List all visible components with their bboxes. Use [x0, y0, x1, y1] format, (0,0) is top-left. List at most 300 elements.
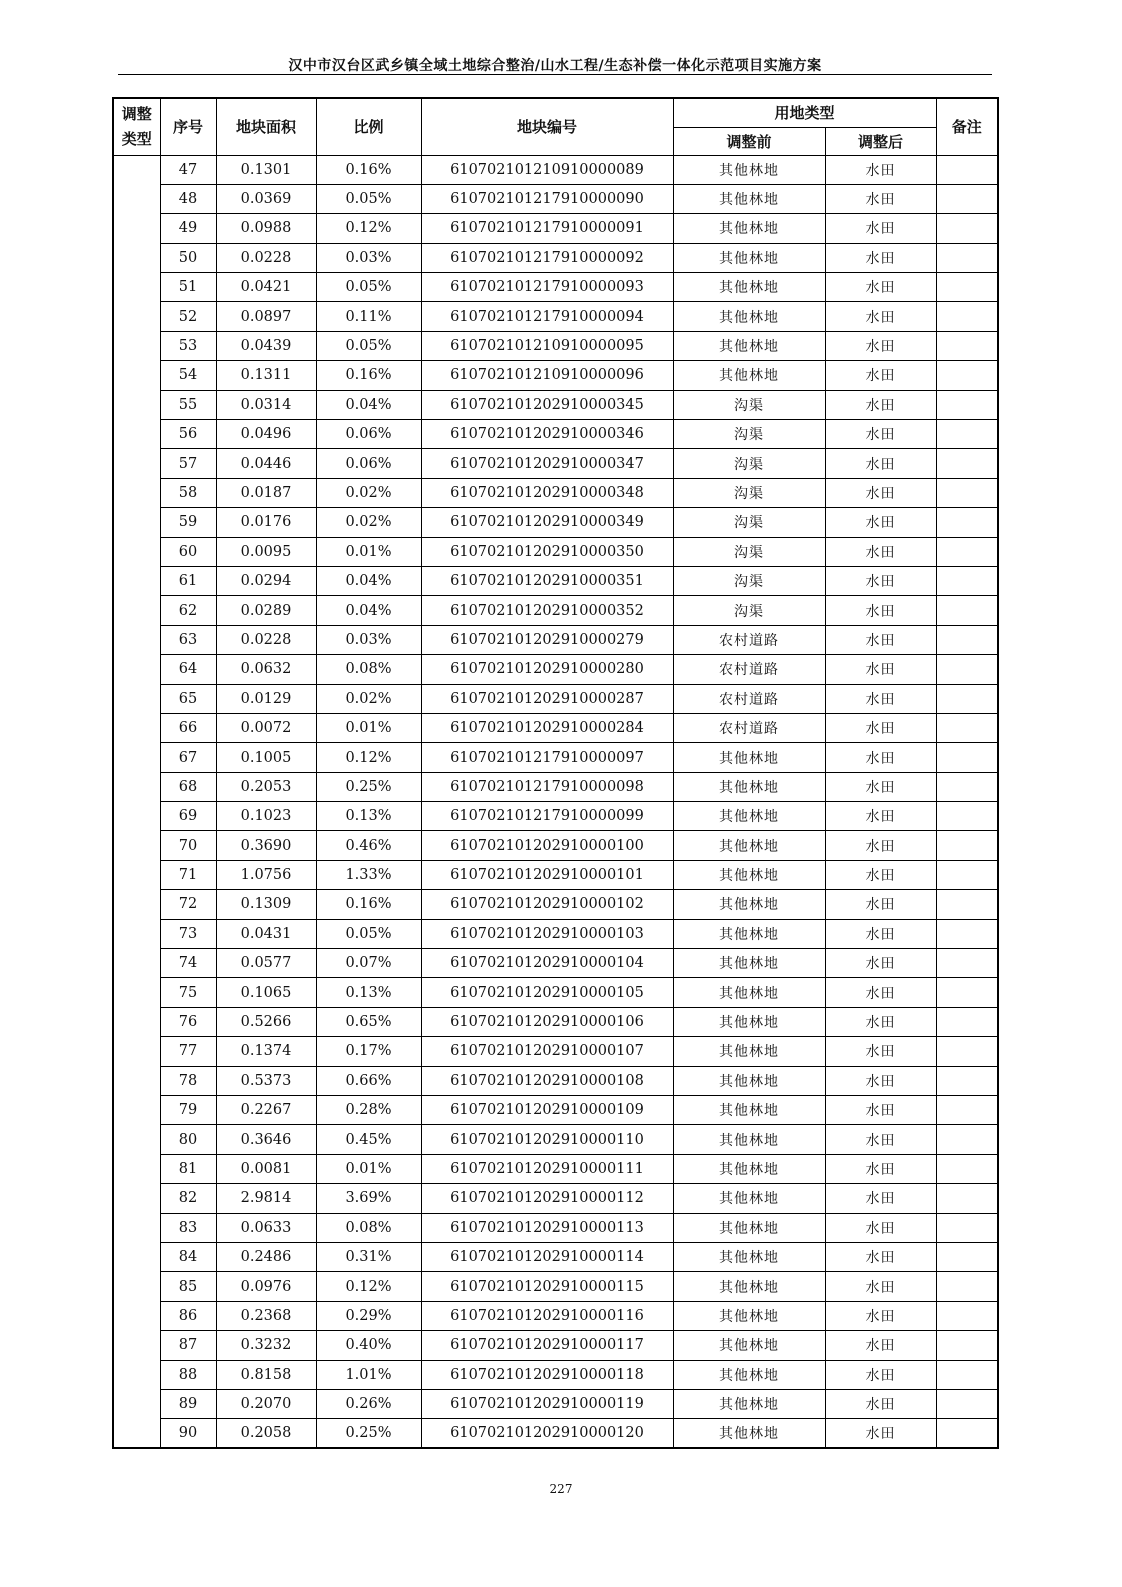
table-row	[113, 331, 998, 360]
table-row	[113, 1154, 998, 1183]
cell-remark	[936, 478, 998, 507]
cell-parcel-id: 610702101202910000100	[421, 831, 673, 860]
col-header-after: 调整后	[825, 127, 936, 155]
table-row	[113, 684, 998, 713]
table-row	[113, 919, 998, 948]
cell-land-use-before: 其他林地	[673, 273, 825, 302]
cell-remark	[936, 420, 998, 449]
cell-parcel-id: 610702101217910000097	[421, 743, 673, 772]
table-row	[113, 566, 998, 595]
cell-land-use-before: 农村道路	[673, 655, 825, 684]
cell-parcel-id: 610702101202910000102	[421, 890, 673, 919]
cell-seq: 86	[160, 1301, 216, 1330]
table-row	[113, 1331, 998, 1360]
cell-parcel-id: 610702101202910000284	[421, 713, 673, 742]
cell-parcel-id: 610702101202910000118	[421, 1360, 673, 1389]
cell-land-use-after: 水田	[825, 1242, 936, 1271]
table-row	[113, 508, 998, 537]
cell-ratio: 1.33%	[316, 860, 421, 889]
cell-seq: 83	[160, 1213, 216, 1242]
cell-land-use-after: 水田	[825, 919, 936, 948]
cell-parcel-id: 610702101217910000091	[421, 214, 673, 243]
cell-remark	[936, 831, 998, 860]
cell-area: 0.0897	[216, 302, 316, 331]
cell-parcel-id: 610702101217910000099	[421, 802, 673, 831]
cell-land-use-before: 其他林地	[673, 1007, 825, 1036]
land-adjustment-table	[112, 97, 999, 1449]
cell-area: 0.0632	[216, 655, 316, 684]
cell-land-use-after: 水田	[825, 772, 936, 801]
cell-seq: 70	[160, 831, 216, 860]
cell-area: 0.3232	[216, 1331, 316, 1360]
cell-ratio: 0.65%	[316, 1007, 421, 1036]
cell-area: 0.0228	[216, 625, 316, 654]
cell-remark	[936, 1184, 998, 1213]
cell-ratio: 0.17%	[316, 1037, 421, 1066]
cell-ratio: 0.12%	[316, 1272, 421, 1301]
cell-parcel-id: 610702101202910000109	[421, 1096, 673, 1125]
cell-ratio: 0.02%	[316, 684, 421, 713]
col-header-ratio: 比例	[316, 98, 421, 155]
cell-remark	[936, 655, 998, 684]
col-header-remark: 备注	[936, 98, 998, 155]
cell-remark	[936, 302, 998, 331]
cell-remark	[936, 508, 998, 537]
cell-land-use-before: 沟渠	[673, 566, 825, 595]
cell-seq: 80	[160, 1125, 216, 1154]
cell-seq: 68	[160, 772, 216, 801]
cell-remark	[936, 890, 998, 919]
cell-land-use-before: 其他林地	[673, 802, 825, 831]
col-header-area: 地块面积	[216, 98, 316, 155]
cell-seq: 90	[160, 1419, 216, 1448]
cell-land-use-before: 沟渠	[673, 478, 825, 507]
cell-remark	[936, 860, 998, 889]
cell-area: 0.1309	[216, 890, 316, 919]
cell-seq: 74	[160, 949, 216, 978]
cell-area: 0.2486	[216, 1242, 316, 1271]
cell-remark	[936, 566, 998, 595]
cell-parcel-id: 610702101217910000094	[421, 302, 673, 331]
cell-area: 1.0756	[216, 860, 316, 889]
table-row	[113, 1066, 998, 1095]
cell-ratio: 0.06%	[316, 420, 421, 449]
cell-seq: 60	[160, 537, 216, 566]
cell-land-use-before: 其他林地	[673, 1301, 825, 1330]
cell-area: 0.0439	[216, 331, 316, 360]
cell-land-use-before: 沟渠	[673, 508, 825, 537]
cell-remark	[936, 949, 998, 978]
cell-remark	[936, 1389, 998, 1418]
cell-land-use-after: 水田	[825, 449, 936, 478]
cell-parcel-id: 610702101202910000104	[421, 949, 673, 978]
cell-ratio: 0.16%	[316, 361, 421, 390]
cell-remark	[936, 1154, 998, 1183]
cell-ratio: 0.25%	[316, 772, 421, 801]
col-header-seq: 序号	[160, 98, 216, 155]
cell-parcel-id: 610702101202910000111	[421, 1154, 673, 1183]
cell-land-use-after: 水田	[825, 1007, 936, 1036]
cell-remark	[936, 1213, 998, 1242]
table-row	[113, 155, 998, 184]
cell-seq: 82	[160, 1184, 216, 1213]
cell-parcel-id: 610702101202910000115	[421, 1272, 673, 1301]
cell-remark	[936, 743, 998, 772]
cell-ratio: 0.01%	[316, 537, 421, 566]
cell-remark	[936, 1419, 998, 1448]
cell-land-use-after: 水田	[825, 978, 936, 1007]
cell-parcel-id: 610702101202910000280	[421, 655, 673, 684]
cell-land-use-before: 农村道路	[673, 713, 825, 742]
cell-area: 0.0072	[216, 713, 316, 742]
cell-area: 0.2053	[216, 772, 316, 801]
cell-ratio: 0.04%	[316, 596, 421, 625]
cell-land-use-after: 水田	[825, 155, 936, 184]
cell-ratio: 0.04%	[316, 390, 421, 419]
cell-area: 0.0496	[216, 420, 316, 449]
cell-land-use-before: 其他林地	[673, 743, 825, 772]
cell-remark	[936, 713, 998, 742]
cell-ratio: 0.16%	[316, 155, 421, 184]
cell-area: 0.0446	[216, 449, 316, 478]
table-row	[113, 361, 998, 390]
col-header-adjust-type: 调整 类型	[113, 98, 160, 155]
cell-area: 0.1023	[216, 802, 316, 831]
cell-land-use-after: 水田	[825, 273, 936, 302]
table-row	[113, 625, 998, 654]
cell-land-use-after: 水田	[825, 1154, 936, 1183]
cell-ratio: 0.31%	[316, 1242, 421, 1271]
cell-remark	[936, 331, 998, 360]
cell-area: 0.0988	[216, 214, 316, 243]
cell-area: 0.0081	[216, 1154, 316, 1183]
cell-ratio: 0.05%	[316, 273, 421, 302]
cell-area: 0.0228	[216, 243, 316, 272]
cell-area: 0.1065	[216, 978, 316, 1007]
cell-remark	[936, 390, 998, 419]
cell-land-use-after: 水田	[825, 1389, 936, 1418]
cell-ratio: 0.05%	[316, 919, 421, 948]
cell-land-use-after: 水田	[825, 1331, 936, 1360]
cell-remark	[936, 684, 998, 713]
cell-parcel-id: 610702101202910000120	[421, 1419, 673, 1448]
cell-parcel-id: 610702101202910000351	[421, 566, 673, 595]
cell-ratio: 1.01%	[316, 1360, 421, 1389]
cell-land-use-after: 水田	[825, 361, 936, 390]
cell-adjust-type	[113, 155, 160, 1448]
table-row	[113, 214, 998, 243]
cell-seq: 89	[160, 1389, 216, 1418]
cell-seq: 77	[160, 1037, 216, 1066]
cell-land-use-after: 水田	[825, 478, 936, 507]
cell-land-use-after: 水田	[825, 831, 936, 860]
cell-remark	[936, 596, 998, 625]
table-row	[113, 420, 998, 449]
cell-land-use-after: 水田	[825, 1037, 936, 1066]
cell-ratio: 0.46%	[316, 831, 421, 860]
cell-land-use-after: 水田	[825, 537, 936, 566]
cell-land-use-after: 水田	[825, 655, 936, 684]
cell-seq: 67	[160, 743, 216, 772]
cell-area: 0.5373	[216, 1066, 316, 1095]
cell-ratio: 0.66%	[316, 1066, 421, 1095]
cell-parcel-id: 610702101202910000116	[421, 1301, 673, 1330]
cell-parcel-id: 610702101210910000089	[421, 155, 673, 184]
cell-land-use-after: 水田	[825, 1213, 936, 1242]
cell-land-use-after: 水田	[825, 1360, 936, 1389]
cell-land-use-after: 水田	[825, 713, 936, 742]
cell-land-use-before: 沟渠	[673, 420, 825, 449]
cell-land-use-before: 其他林地	[673, 1184, 825, 1213]
cell-area: 0.0421	[216, 273, 316, 302]
cell-land-use-after: 水田	[825, 566, 936, 595]
cell-parcel-id: 610702101202910000107	[421, 1037, 673, 1066]
cell-land-use-before: 其他林地	[673, 1154, 825, 1183]
cell-ratio: 0.01%	[316, 713, 421, 742]
cell-land-use-after: 水田	[825, 214, 936, 243]
cell-land-use-before: 其他林地	[673, 1331, 825, 1360]
cell-parcel-id: 610702101202910000345	[421, 390, 673, 419]
cell-land-use-before: 农村道路	[673, 625, 825, 654]
cell-parcel-id: 610702101202910000352	[421, 596, 673, 625]
cell-seq: 58	[160, 478, 216, 507]
table-row	[113, 243, 998, 272]
cell-parcel-id: 610702101217910000090	[421, 184, 673, 213]
table-row	[113, 1007, 998, 1036]
table-row	[113, 655, 998, 684]
table-row	[113, 1360, 998, 1389]
cell-ratio: 0.45%	[316, 1125, 421, 1154]
table-row	[113, 949, 998, 978]
cell-area: 0.2368	[216, 1301, 316, 1330]
table-row	[113, 478, 998, 507]
cell-ratio: 0.12%	[316, 743, 421, 772]
cell-area: 0.3690	[216, 831, 316, 860]
cell-ratio: 0.07%	[316, 949, 421, 978]
cell-land-use-before: 其他林地	[673, 860, 825, 889]
cell-parcel-id: 610702101202910000105	[421, 978, 673, 1007]
table-row	[113, 1272, 998, 1301]
cell-seq: 79	[160, 1096, 216, 1125]
cell-remark	[936, 1360, 998, 1389]
cell-ratio: 0.28%	[316, 1096, 421, 1125]
cell-land-use-before: 其他林地	[673, 155, 825, 184]
cell-parcel-id: 610702101217910000093	[421, 273, 673, 302]
cell-area: 0.3646	[216, 1125, 316, 1154]
cell-area: 0.1301	[216, 155, 316, 184]
cell-seq: 88	[160, 1360, 216, 1389]
col-header-land-use: 用地类型	[673, 98, 936, 127]
cell-remark	[936, 1007, 998, 1036]
cell-seq: 73	[160, 919, 216, 948]
cell-remark	[936, 919, 998, 948]
cell-land-use-before: 其他林地	[673, 1066, 825, 1095]
cell-area: 0.2267	[216, 1096, 316, 1125]
cell-land-use-before: 沟渠	[673, 537, 825, 566]
cell-remark	[936, 243, 998, 272]
table-row	[113, 978, 998, 1007]
cell-land-use-after: 水田	[825, 1184, 936, 1213]
cell-ratio: 0.13%	[316, 802, 421, 831]
cell-ratio: 0.08%	[316, 1213, 421, 1242]
cell-ratio: 3.69%	[316, 1184, 421, 1213]
table-row	[113, 302, 998, 331]
cell-area: 0.2058	[216, 1419, 316, 1448]
cell-land-use-before: 其他林地	[673, 1272, 825, 1301]
cell-land-use-before: 其他林地	[673, 1037, 825, 1066]
cell-ratio: 0.29%	[316, 1301, 421, 1330]
cell-land-use-before: 其他林地	[673, 890, 825, 919]
cell-remark	[936, 1037, 998, 1066]
table-row	[113, 1037, 998, 1066]
cell-remark	[936, 1096, 998, 1125]
cell-area: 0.0577	[216, 949, 316, 978]
cell-parcel-id: 610702101202910000103	[421, 919, 673, 948]
cell-land-use-after: 水田	[825, 508, 936, 537]
cell-land-use-before: 沟渠	[673, 596, 825, 625]
cell-land-use-before: 其他林地	[673, 831, 825, 860]
cell-land-use-after: 水田	[825, 684, 936, 713]
cell-land-use-after: 水田	[825, 890, 936, 919]
cell-parcel-id: 610702101202910000110	[421, 1125, 673, 1154]
cell-remark	[936, 361, 998, 390]
cell-area: 0.1005	[216, 743, 316, 772]
cell-seq: 76	[160, 1007, 216, 1036]
table-body	[113, 155, 998, 1448]
cell-seq: 87	[160, 1331, 216, 1360]
table-row	[113, 802, 998, 831]
cell-area: 0.5266	[216, 1007, 316, 1036]
table-row	[113, 596, 998, 625]
cell-land-use-after: 水田	[825, 420, 936, 449]
cell-land-use-after: 水田	[825, 1066, 936, 1095]
cell-land-use-after: 水田	[825, 625, 936, 654]
cell-seq: 84	[160, 1242, 216, 1271]
cell-area: 0.8158	[216, 1360, 316, 1389]
cell-land-use-before: 其他林地	[673, 361, 825, 390]
cell-land-use-before: 其他林地	[673, 302, 825, 331]
header-divider	[118, 74, 992, 75]
table-row	[113, 743, 998, 772]
cell-seq: 61	[160, 566, 216, 595]
cell-parcel-id: 610702101210910000096	[421, 361, 673, 390]
cell-remark	[936, 625, 998, 654]
cell-remark	[936, 1125, 998, 1154]
cell-seq: 75	[160, 978, 216, 1007]
cell-land-use-before: 其他林地	[673, 772, 825, 801]
cell-parcel-id: 610702101202910000279	[421, 625, 673, 654]
cell-parcel-id: 610702101202910000101	[421, 860, 673, 889]
cell-ratio: 0.03%	[316, 243, 421, 272]
cell-area: 0.0431	[216, 919, 316, 948]
cell-seq: 56	[160, 420, 216, 449]
col-header-parcel-id: 地块编号	[421, 98, 673, 155]
cell-land-use-after: 水田	[825, 1419, 936, 1448]
cell-ratio: 0.06%	[316, 449, 421, 478]
cell-seq: 85	[160, 1272, 216, 1301]
cell-area: 0.2070	[216, 1389, 316, 1418]
cell-land-use-before: 其他林地	[673, 243, 825, 272]
table-row	[113, 184, 998, 213]
cell-parcel-id: 610702101202910000117	[421, 1331, 673, 1360]
page-number: 227	[549, 1482, 573, 1496]
cell-ratio: 0.16%	[316, 890, 421, 919]
col-header-before: 调整前	[673, 127, 825, 155]
cell-remark	[936, 449, 998, 478]
table-row	[113, 1125, 998, 1154]
table-row	[113, 831, 998, 860]
cell-seq: 48	[160, 184, 216, 213]
table-row	[113, 537, 998, 566]
cell-ratio: 0.25%	[316, 1419, 421, 1448]
cell-parcel-id: 610702101202910000106	[421, 1007, 673, 1036]
cell-remark	[936, 214, 998, 243]
cell-area: 0.0294	[216, 566, 316, 595]
cell-land-use-after: 水田	[825, 184, 936, 213]
cell-seq: 64	[160, 655, 216, 684]
cell-ratio: 0.01%	[316, 1154, 421, 1183]
table-row	[113, 1184, 998, 1213]
cell-seq: 66	[160, 713, 216, 742]
cell-seq: 62	[160, 596, 216, 625]
table-row	[113, 890, 998, 919]
cell-land-use-after: 水田	[825, 1272, 936, 1301]
cell-area: 0.0289	[216, 596, 316, 625]
cell-ratio: 0.40%	[316, 1331, 421, 1360]
cell-parcel-id: 610702101202910000347	[421, 449, 673, 478]
cell-parcel-id: 610702101217910000092	[421, 243, 673, 272]
cell-parcel-id: 610702101202910000113	[421, 1213, 673, 1242]
cell-seq: 50	[160, 243, 216, 272]
cell-land-use-after: 水田	[825, 596, 936, 625]
table-row	[113, 1419, 998, 1448]
cell-ratio: 0.02%	[316, 508, 421, 537]
cell-remark	[936, 1331, 998, 1360]
cell-land-use-before: 农村道路	[673, 684, 825, 713]
cell-land-use-after: 水田	[825, 243, 936, 272]
cell-parcel-id: 610702101202910000287	[421, 684, 673, 713]
cell-land-use-before: 其他林地	[673, 1213, 825, 1242]
cell-remark	[936, 978, 998, 1007]
cell-remark	[936, 802, 998, 831]
cell-seq: 65	[160, 684, 216, 713]
cell-ratio: 0.13%	[316, 978, 421, 1007]
cell-area: 0.0976	[216, 1272, 316, 1301]
cell-seq: 47	[160, 155, 216, 184]
cell-ratio: 0.04%	[316, 566, 421, 595]
cell-land-use-before: 沟渠	[673, 449, 825, 478]
cell-land-use-before: 其他林地	[673, 978, 825, 1007]
table-row	[113, 273, 998, 302]
cell-seq: 72	[160, 890, 216, 919]
cell-seq: 55	[160, 390, 216, 419]
cell-area: 2.9814	[216, 1184, 316, 1213]
table-row	[113, 1242, 998, 1271]
cell-area: 0.0176	[216, 508, 316, 537]
cell-land-use-after: 水田	[825, 860, 936, 889]
cell-remark	[936, 1272, 998, 1301]
cell-parcel-id: 610702101202910000349	[421, 508, 673, 537]
cell-seq: 69	[160, 802, 216, 831]
cell-remark	[936, 184, 998, 213]
cell-land-use-before: 其他林地	[673, 184, 825, 213]
cell-remark	[936, 537, 998, 566]
table-row	[113, 449, 998, 478]
cell-land-use-before: 其他林地	[673, 1096, 825, 1125]
cell-parcel-id: 610702101210910000095	[421, 331, 673, 360]
table-row	[113, 1301, 998, 1330]
cell-land-use-before: 其他林地	[673, 214, 825, 243]
